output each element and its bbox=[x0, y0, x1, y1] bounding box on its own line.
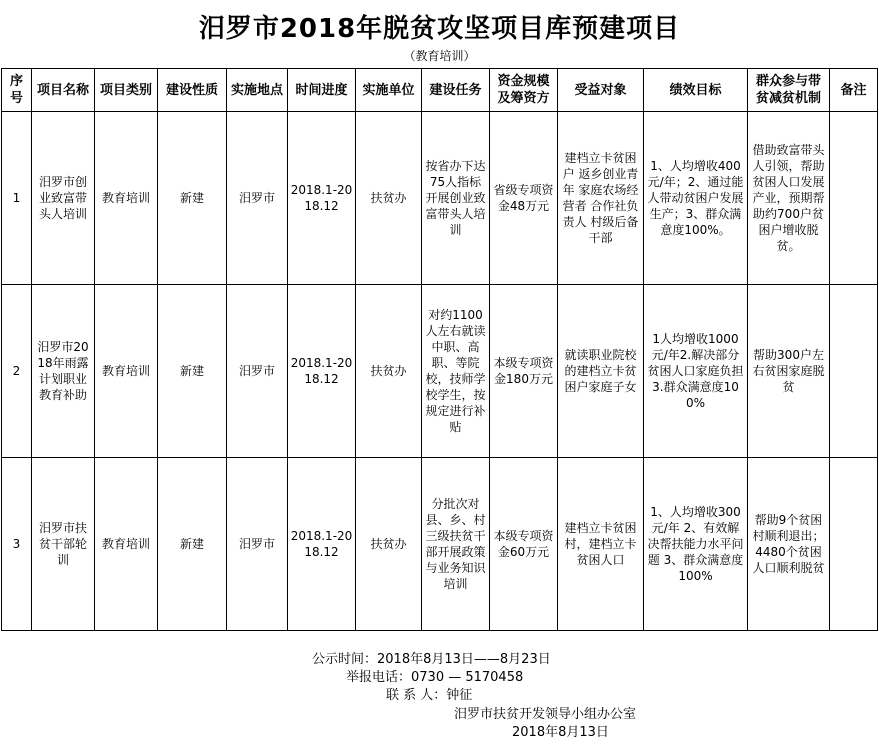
cell-funding: 省级专项资金48万元 bbox=[490, 112, 558, 285]
announce-time: 公示时间：2018年8月13日——8月23日 bbox=[312, 652, 551, 667]
cell-funding: 本级专项资金180万元 bbox=[490, 285, 558, 458]
header-schedule: 时间进度 bbox=[288, 69, 356, 112]
cell-category: 教育培训 bbox=[95, 112, 158, 285]
cell-unit: 扶贫办 bbox=[356, 458, 422, 631]
table-row bbox=[2, 458, 878, 631]
cell-location: 汨罗市 bbox=[227, 285, 288, 458]
cell-schedule: 2018.1-2018.12 bbox=[288, 112, 356, 285]
cell-schedule: 2018.1-2018.12 bbox=[288, 285, 356, 458]
header-name: 项目名称 bbox=[32, 69, 95, 112]
cell-beneficiary bbox=[558, 112, 644, 285]
cell-mechanism: 借助致富带头人引领，帮助贫困人口发展产业，预期帮助约700户贫困户增收脱贫。 bbox=[748, 112, 830, 285]
cell-location: 汨罗市 bbox=[227, 458, 288, 631]
cell-nature: 新建 bbox=[158, 285, 227, 458]
cell-goal: 1人均增收1000元/年2.解决部分贫困人口家庭负担3.群众满意度100% bbox=[644, 285, 748, 458]
cell-remark bbox=[830, 285, 878, 458]
header-category: 项目类别 bbox=[95, 69, 158, 112]
table-row bbox=[2, 285, 878, 458]
header-beneficiary: 受益对象 bbox=[558, 69, 644, 112]
header-no: 序号 bbox=[2, 69, 32, 112]
cell-beneficiary: 建档立卡贫困村，建档立卡贫困人口 bbox=[558, 458, 644, 631]
header-unit: 实施单位 bbox=[356, 69, 422, 112]
cell-mechanism: 帮助300户左右贫困家庭脱贫 bbox=[748, 285, 830, 458]
header-funding: 资金规模及筹资方 bbox=[490, 69, 558, 112]
cell-remark bbox=[830, 112, 878, 285]
cell-nature: 新建 bbox=[158, 112, 227, 285]
cell-task: 分批次对县、乡、村三级扶贫干部开展政策与业务知识培训 bbox=[422, 458, 490, 631]
cell-no: 2 bbox=[2, 285, 32, 458]
cell-name: 汨罗市扶贫干部轮训 bbox=[32, 458, 95, 631]
cell-task: 对约1100人左右就读中职、高职、等院校，技师学校学生，按规定进行补贴 bbox=[422, 285, 490, 458]
contact-person: 联 系 人：钟征 bbox=[386, 688, 473, 703]
header-goal: 绩效目标 bbox=[644, 69, 748, 112]
header-location: 实施地点 bbox=[227, 69, 288, 112]
cell-task: 按省办下达75人指标开展创业致富带头人培训 bbox=[422, 112, 490, 285]
cell-category: 教育培训 bbox=[95, 285, 158, 458]
cell-remark bbox=[830, 458, 878, 631]
header-mechanism: 群众参与带贫减贫机制 bbox=[748, 69, 830, 112]
cell-schedule: 2018.1-2018.12 bbox=[288, 458, 356, 631]
header-remark: 备注 bbox=[830, 69, 878, 112]
cell-unit: 扶贫办 bbox=[356, 285, 422, 458]
cell-location: 汨罗市 bbox=[227, 112, 288, 285]
cell-name: 汨罗市创业致富带头人培训 bbox=[32, 112, 95, 285]
page-title: 汨罗市2018年脱贫攻坚项目库预建项目 bbox=[198, 14, 681, 44]
cell-no: 1 bbox=[2, 112, 32, 285]
cell-funding: 本级专项资金60万元 bbox=[490, 458, 558, 631]
header-nature: 建设性质 bbox=[158, 69, 227, 112]
cell-mechanism: 帮助9个贫困村顺利退出；4480个贫困人口顺利脱贫 bbox=[748, 458, 830, 631]
page-subtitle: （教育培训） bbox=[403, 49, 476, 63]
table-header-row bbox=[2, 69, 878, 112]
cell-goal: 1、人均增收300元/年 2、有效解决帮扶能力水平问题 3、群众满意度100% bbox=[644, 458, 748, 631]
issue-date: 2018年8月13日 bbox=[512, 725, 609, 740]
table-row bbox=[2, 112, 878, 285]
cell-nature: 新建 bbox=[158, 458, 227, 631]
cell-category: 教育培训 bbox=[95, 458, 158, 631]
report-phone: 举报电话：0730 — 5170458 bbox=[346, 670, 524, 685]
beneficiary-text: 建档立卡贫困户 返乡创业青年 家庭农场经营者 合作社负责人 村级后备干部 bbox=[562, 151, 639, 245]
cell-beneficiary: 就读职业院校的建档立卡贫困户家庭子女 bbox=[558, 285, 644, 458]
cell-name: 汨罗市2018年雨露计划职业教育补助 bbox=[32, 285, 95, 458]
cell-unit: 扶贫办 bbox=[356, 112, 422, 285]
office-name: 汨罗市扶贫开发领导小组办公室 bbox=[454, 707, 637, 722]
cell-no: 3 bbox=[2, 458, 32, 631]
header-task: 建设任务 bbox=[422, 69, 490, 112]
project-table bbox=[1, 68, 878, 631]
cell-goal: 1、人均增收400元/年；2、通过能人带动贫困户发展生产；3、群众满意度100%。 bbox=[644, 112, 748, 285]
